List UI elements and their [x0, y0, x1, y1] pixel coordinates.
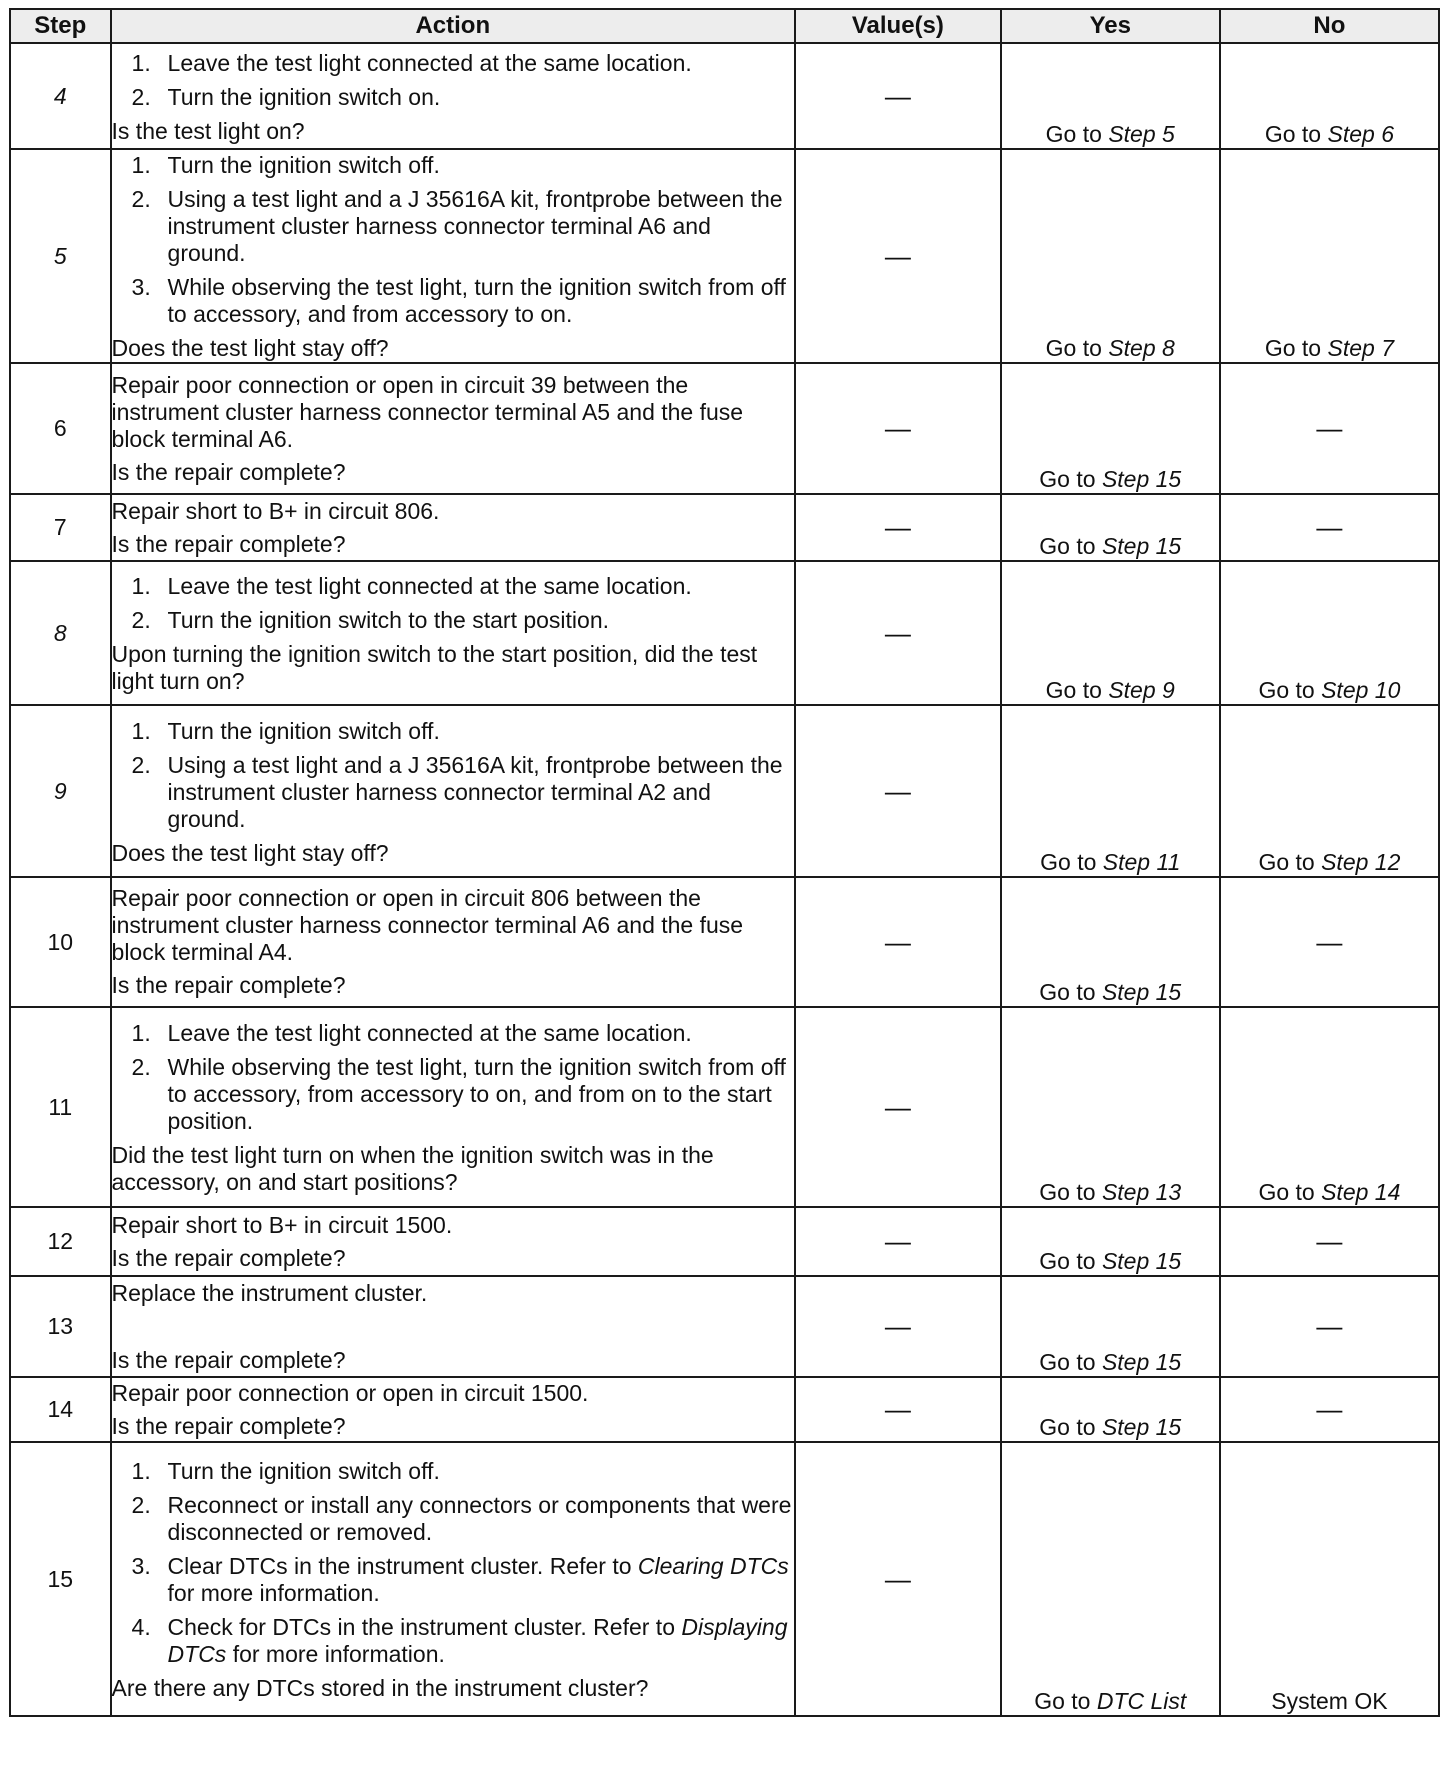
action-text: Repair poor connection or open in circuit 39 between the instrument cluster harness connector terminal A5 and the fuse block terminal A6.	[111, 371, 744, 452]
action-text: Repair poor connection or open in circuit 1500.	[111, 1379, 589, 1406]
table-row	[10, 1207, 1439, 1276]
value-cell: —	[795, 363, 1001, 494]
table-row	[10, 1007, 1439, 1207]
action-cell	[111, 494, 796, 561]
action-cell	[111, 877, 796, 1007]
action-item: 1. Leave the test light connected at the same location.	[131, 49, 692, 76]
action-text: Repair short to B+ in circuit 806.	[111, 497, 440, 524]
action-cell	[111, 1276, 796, 1377]
table-row	[10, 43, 1439, 149]
action-cell	[111, 363, 796, 494]
action-item: 2. Using a test light and a J 35616A kit, frontprobe between the instrument cluster harness connector terminal A6 and ground.	[131, 186, 783, 266]
no-cell: —	[1220, 1276, 1439, 1377]
yes-cell: Go to Step 9	[1001, 561, 1220, 705]
yes-cell: Go to DTC List	[1001, 1442, 1220, 1716]
value-cell: —	[795, 494, 1001, 561]
value-cell: —	[795, 877, 1001, 1007]
table-row	[10, 1377, 1439, 1442]
no-cell: Go to Step 12	[1220, 705, 1439, 877]
action-text: Repair short to B+ in circuit 1500.	[111, 1211, 453, 1238]
action-cell	[111, 1442, 796, 1716]
yes-cell: Go to Step 13	[1001, 1007, 1220, 1207]
no-cell: —	[1220, 363, 1439, 494]
no-cell: Go to Step 10	[1220, 561, 1439, 705]
no-cell: Go to Step 14	[1220, 1007, 1439, 1207]
value-cell: —	[795, 705, 1001, 877]
header-step: Step	[10, 9, 111, 43]
action-text: Replace the instrument cluster.	[111, 1279, 428, 1306]
value-cell: —	[795, 1207, 1001, 1276]
action-question: Is the repair complete?	[111, 972, 346, 998]
value-cell: —	[795, 43, 1001, 149]
action-item: 1. Leave the test light connected at the same location.	[131, 1020, 692, 1046]
step-number: 7	[10, 494, 111, 561]
step-number: 11	[10, 1007, 111, 1207]
action-item: 3. While observing the test light, turn the ignition switch from off to accessory, and from accessory to on.	[131, 274, 786, 327]
displaying-dtcs-ref: Displaying DTCs	[167, 1614, 788, 1667]
action-cell	[111, 1207, 796, 1276]
step-number: 14	[10, 1377, 111, 1442]
table-row	[10, 877, 1439, 1007]
yes-cell: Go to Step 8	[1001, 149, 1220, 363]
table-row	[10, 1276, 1439, 1377]
step-number: 8	[10, 561, 111, 705]
header-action: Action	[111, 9, 796, 43]
step-number: 15	[10, 1442, 111, 1716]
action-item: 1. Turn the ignition switch off.	[131, 1458, 440, 1484]
action-cell	[111, 561, 796, 705]
action-text: Repair poor connection or open in circuit 806 between the instrument cluster harness connector terminal A6 and the fuse block terminal A4.	[111, 885, 744, 965]
table-row	[10, 149, 1439, 363]
value-cell: —	[795, 1442, 1001, 1716]
step-number: 13	[10, 1276, 111, 1377]
action-item: 2. Turn the ignition switch on.	[131, 83, 441, 110]
table-row	[10, 705, 1439, 877]
yes-cell: Go to Step 15	[1001, 1377, 1220, 1442]
no-cell: —	[1220, 877, 1439, 1007]
step-number: 12	[10, 1207, 111, 1276]
action-question: Is the repair complete?	[111, 530, 346, 557]
action-question: Is the repair complete?	[111, 458, 346, 485]
table-row	[10, 494, 1439, 561]
action-cell	[111, 149, 796, 363]
header-no: No	[1220, 9, 1439, 43]
step-number: 6	[10, 363, 111, 494]
header-yes: Yes	[1001, 9, 1220, 43]
action-question: Is the test light on?	[111, 117, 305, 144]
yes-cell: Go to Step 15	[1001, 877, 1220, 1007]
yes-cell: Go to Step 15	[1001, 1207, 1220, 1276]
no-cell: Go to Step 6	[1220, 43, 1439, 149]
action-item: 2. While observing the test light, turn the ignition switch from off to accessory, from accessory to on, and from on to the start position.	[131, 1054, 786, 1134]
action-question: Are there any DTCs stored in the instrument cluster?	[111, 1675, 649, 1701]
table-row	[10, 1442, 1439, 1716]
yes-cell: Go to Step 15	[1001, 494, 1220, 561]
yes-cell: Go to Step 5	[1001, 43, 1220, 149]
value-cell: —	[795, 1007, 1001, 1207]
action-item: 1. Turn the ignition switch off.	[131, 717, 440, 744]
yes-cell: Go to Step 15	[1001, 1276, 1220, 1377]
step-number: 9	[10, 705, 111, 877]
action-question: Is the repair complete?	[111, 1412, 346, 1439]
no-cell: Go to Step 7	[1220, 149, 1439, 363]
action-question: Upon turning the ignition switch to the start position, did the test light turn on?	[111, 641, 758, 694]
action-item: 2. Reconnect or install any connectors or components that were disconnected or removed.	[131, 1492, 792, 1545]
value-cell: —	[795, 149, 1001, 363]
step-number: 5	[10, 149, 111, 363]
no-cell: —	[1220, 1377, 1439, 1442]
action-item: 2. Turn the ignition switch to the start position.	[131, 607, 610, 633]
action-cell	[111, 43, 796, 149]
action-item: 2. Using a test light and a J 35616A kit, frontprobe between the instrument cluster harness connector terminal A2 and ground.	[131, 751, 783, 832]
no-cell: System OK	[1220, 1442, 1439, 1716]
action-question: Does the test light stay off?	[111, 839, 389, 866]
value-cell: —	[795, 1276, 1001, 1377]
yes-cell: Go to Step 11	[1001, 705, 1220, 877]
action-item: 3. Clear DTCs in the instrument cluster. Refer to Clearing DTCs for more information.	[131, 1553, 789, 1606]
table-row	[10, 561, 1439, 705]
action-cell	[111, 1377, 796, 1442]
action-question: Does the test light stay off?	[111, 335, 389, 361]
action-item: 1. Leave the test light connected at the same location.	[131, 573, 692, 599]
table-row	[10, 363, 1439, 494]
yes-cell: Go to Step 15	[1001, 363, 1220, 494]
header-values: Value(s)	[795, 9, 1001, 43]
diagnostic-table	[9, 8, 1440, 1717]
value-cell: —	[795, 1377, 1001, 1442]
action-question: Is the repair complete?	[111, 1244, 346, 1271]
action-cell	[111, 1007, 796, 1207]
step-number: 10	[10, 877, 111, 1007]
value-cell: —	[795, 561, 1001, 705]
no-cell: —	[1220, 1207, 1439, 1276]
clearing-dtcs-ref: Clearing DTCs	[637, 1553, 789, 1579]
action-question: Did the test light turn on when the ignition switch was in the accessory, on and start positions?	[111, 1142, 714, 1195]
header-row	[10, 9, 1439, 43]
step-number: 4	[10, 43, 111, 149]
action-cell	[111, 705, 796, 877]
action-item: 4. Check for DTCs in the instrument cluster. Refer to Displaying DTCs for more information.	[131, 1614, 788, 1667]
action-question: Is the repair complete?	[111, 1346, 346, 1373]
action-item: 1. Turn the ignition switch off.	[131, 152, 440, 178]
no-cell: —	[1220, 494, 1439, 561]
